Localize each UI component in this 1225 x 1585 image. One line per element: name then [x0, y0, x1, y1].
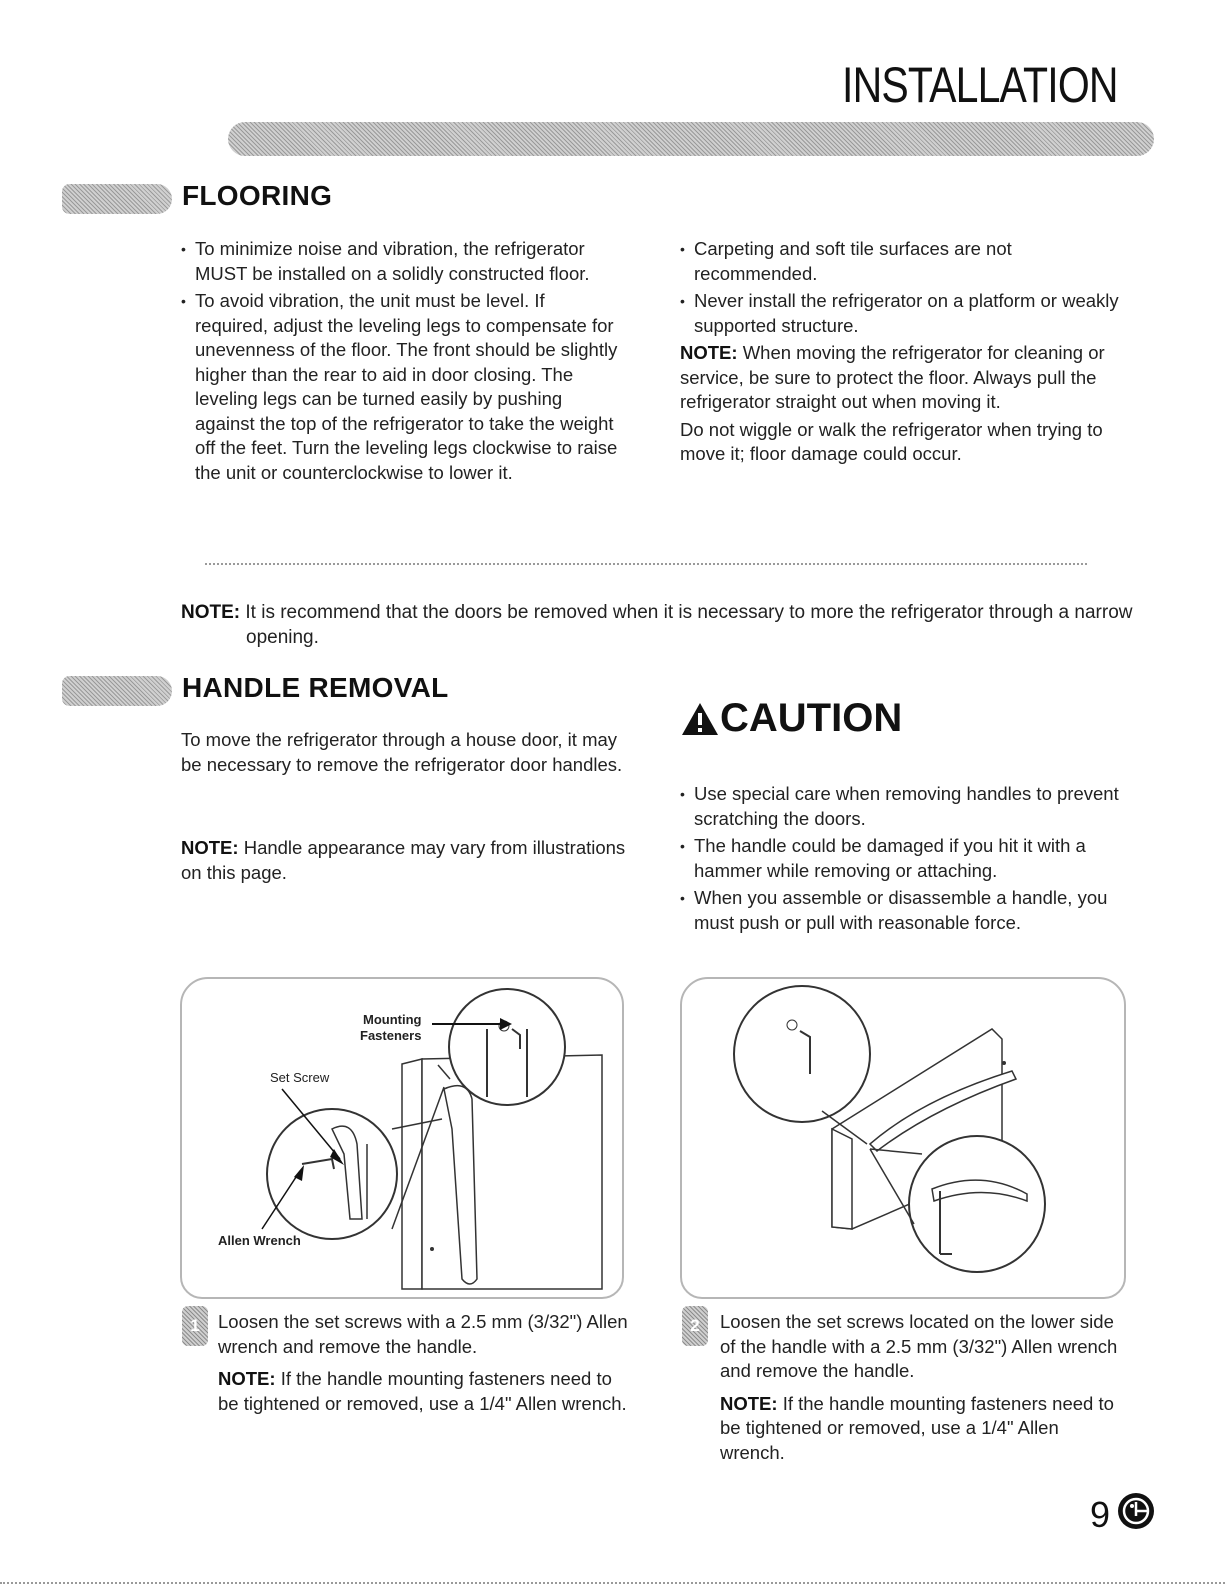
caution-title: CAUTION — [720, 696, 903, 740]
handle-removal-intro: To move the refrigerator through a house door, it may be necessary to remove the refrigerator door handles. — [181, 729, 623, 775]
caution-bullet: • Use special care when removing handles to prevent scratching the doors. — [680, 782, 1120, 831]
label-allen-wrench: Allen Wrench — [218, 1233, 301, 1248]
flooring-left-column — [181, 237, 621, 488]
figure-2-frame — [680, 977, 1126, 1299]
page-title: INSTALLATION — [842, 57, 1118, 113]
note-label: NOTE: — [181, 602, 241, 623]
label-fasteners: Fasteners — [360, 1028, 422, 1043]
step-2-badge: 2 — [682, 1306, 708, 1346]
label-set-screw: Set Screw — [270, 1070, 330, 1085]
caution-heading — [680, 696, 902, 741]
note-text: Handle appearance may vary from illustrations on this page. — [181, 837, 626, 883]
step-1-instruction: Loosen the set screws with a 2.5 mm (3/32") Allen wrench and remove the handle. — [218, 1311, 628, 1357]
bottom-border — [0, 1582, 1225, 1584]
page-number: 9 — [1090, 1494, 1111, 1535]
handle-removal-illustration-2 — [682, 979, 1124, 1297]
section-marker-flooring — [62, 184, 172, 214]
flooring-bullet: • To minimize noise and vibration, the refrigerator MUST be installed on a solidly constructed floor. — [181, 237, 621, 286]
note-text: If the handle mounting fasteners need to be tightened or removed, use a 1/4" Allen wrench. — [720, 1392, 1114, 1463]
step-1-badge: 1 — [182, 1306, 208, 1346]
step-2-text — [720, 1310, 1125, 1468]
note-text: When moving the refrigerator for cleaning or service, be sure to protect the floor. Always pull the refrigerator straight out when moving it. — [680, 342, 1105, 412]
handle-removal-heading: HANDLE REMOVAL — [182, 672, 449, 703]
note-text: It is recommend that the doors be removed when it is necessary to more the refrigerator through a narrow opening. — [240, 602, 1133, 648]
note-text: If the handle mounting fasteners need to be tightened or removed, use a 1/4" Allen wrench. — [218, 1368, 627, 1414]
flooring-bullet: • Carpeting and soft tile surfaces are not recommended. — [680, 237, 1120, 286]
section-marker-handle-removal — [62, 676, 172, 706]
caution-bullet: • When you assemble or disassemble a handle, you must push or pull with reasonable force. — [680, 886, 1120, 935]
section-divider — [205, 563, 1087, 565]
lg-logo-icon — [1117, 1492, 1155, 1530]
note-label: NOTE: — [181, 837, 239, 858]
flooring-bullet: • To avoid vibration, the unit must be level. If required, adjust the leveling legs to compensate for unevenness of the floor. The front should be slightly higher than the rear to aid in door closing. The leveling legs can be turned easily by pushing against the top of the refrigerator to take the weight off the feet. Turn the leveling legs clockwise to raise the unit or counterclockwise to lower it. — [181, 289, 621, 485]
label-mounting: Mounting — [363, 1012, 422, 1027]
flooring-right-column — [680, 237, 1120, 470]
caution-list — [680, 782, 1120, 938]
note-label: NOTE: — [218, 1368, 276, 1389]
doors-note — [181, 601, 1186, 650]
step-1-note — [218, 1367, 628, 1416]
step-1-text — [218, 1310, 628, 1419]
note-label: NOTE: — [720, 1392, 778, 1414]
note-label: NOTE: — [680, 342, 738, 363]
handle-removal-note — [181, 836, 626, 885]
flooring-bullet: • Never install the refrigerator on a platform or weakly supported structure. — [680, 289, 1120, 338]
flooring-heading: FLOORING — [182, 180, 333, 211]
title-divider-bar — [228, 122, 1154, 156]
caution-bullet: • The handle could be damaged if you hit it with a hammer while removing or attaching. — [680, 834, 1120, 883]
flooring-extra-text: Do not wiggle or walk the refrigerator when trying to move it; floor damage could occur. — [680, 418, 1103, 464]
flooring-note — [680, 341, 1120, 415]
figure-1-frame — [180, 977, 624, 1299]
step-2-instruction: Loosen the set screws located on the lower side of the handle with a 2.5 mm (3/32") Allen wrench and remove the handle. — [720, 1311, 1118, 1381]
warning-triangle-icon — [680, 701, 720, 737]
step-2-note — [720, 1392, 1125, 1466]
